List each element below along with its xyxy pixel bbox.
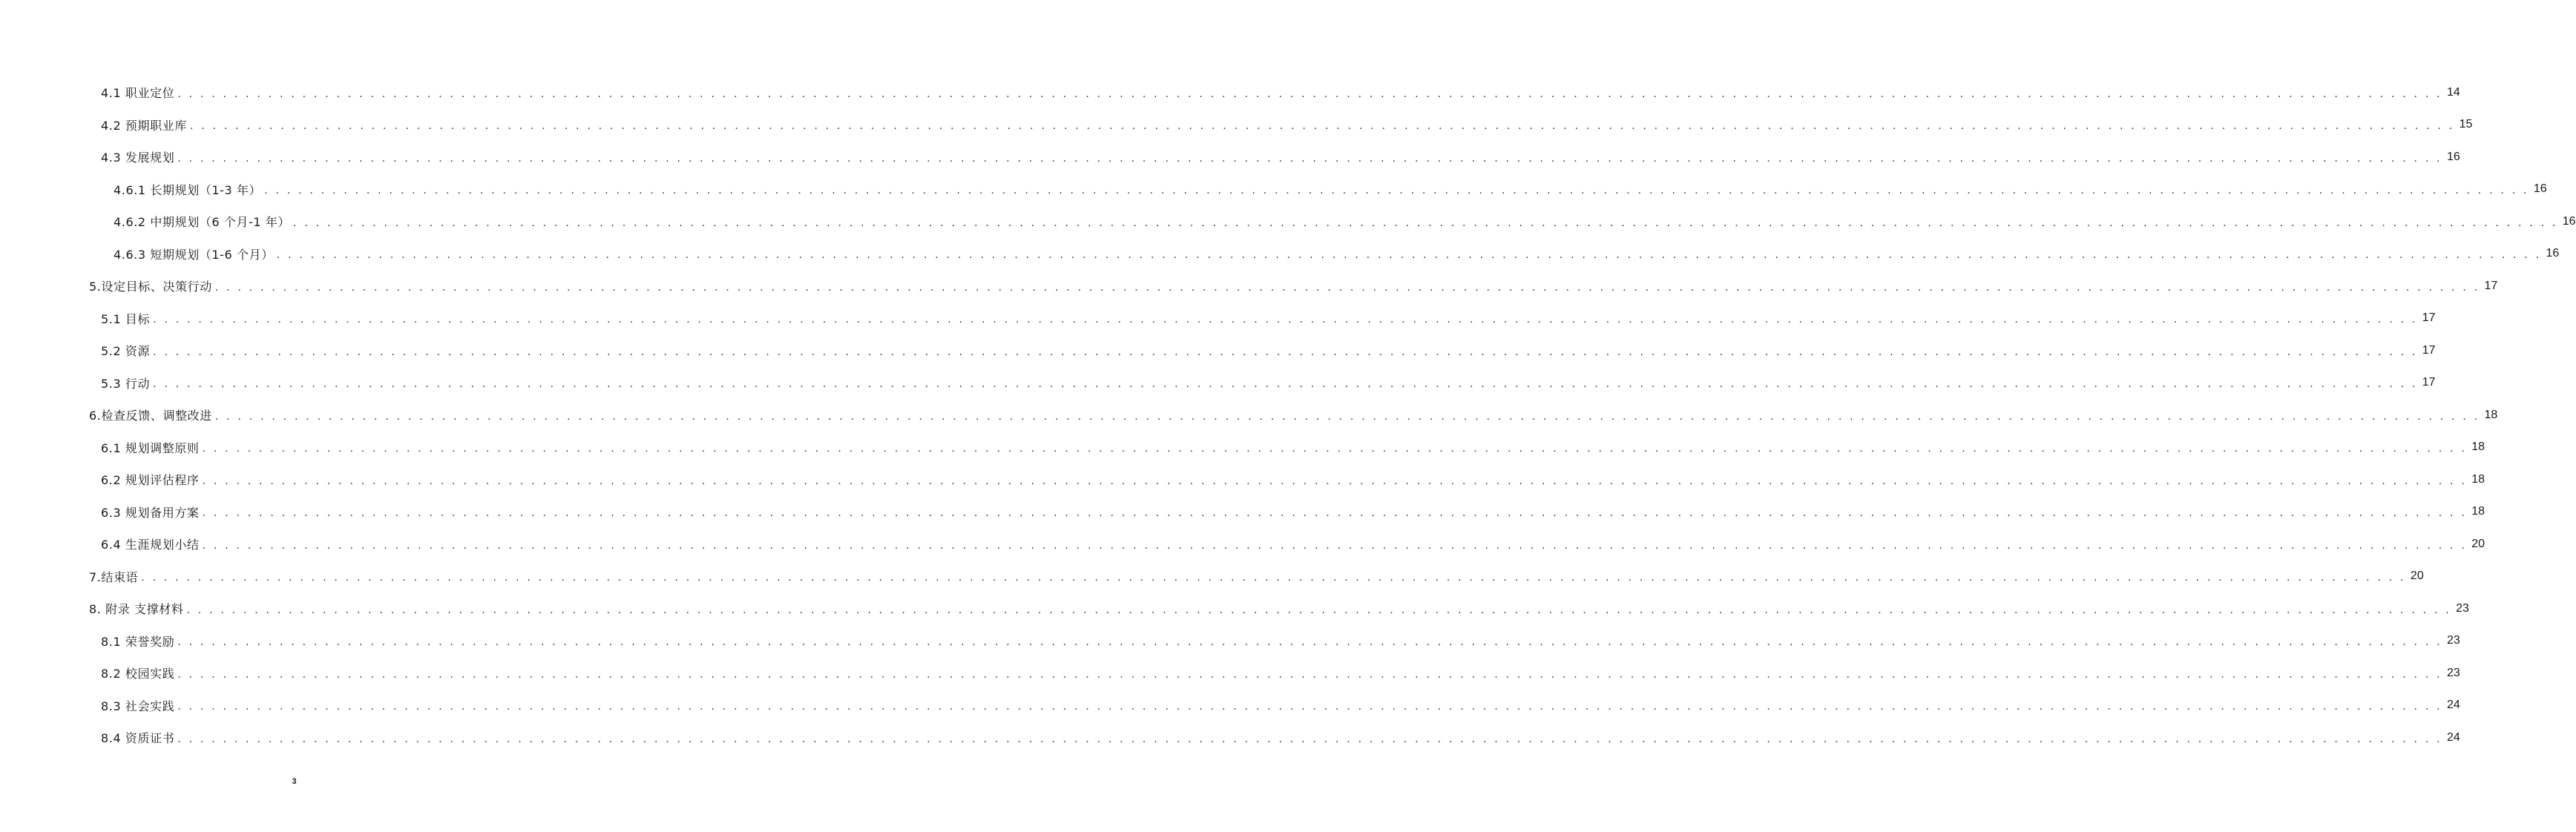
toc-entry-page-number: 18	[2484, 408, 2498, 421]
dot-leader: . . . . . . . . . . . . . . . . . . . . . . . . . . . . . . . . . . . . . . . . . . . . . . . . . . . . . . . . . . . . . . . . . . . . . . . . . . . . . . . . . . . . . . . . . . . . . . . . . . . . . . . . . . . . . . . . . . . . . . . . . . . . . . . . . . . . . . . . . . . . . . . . . . . . . . . . . . . . . . . . . . . . . . . . . . . . . . . . . . . . . . . . . . . . . . . . . . . . . . . .	[264, 185, 2529, 197]
toc-entry-title: 5.1 目标	[101, 311, 151, 326]
toc-entry[interactable]	[0, 528, 2485, 561]
dot-leader: . . . . . . . . . . . . . . . . . . . . . . . . . . . . . . . . . . . . . . . . . . . . . . . . . . . . . . . . . . . . . . . . . . . . . . . . . . . . . . . . . . . . . . . . . . . . . . . . . . . . . . . . . . . . . . . . . . . . . . . . . . . . . . . . . . . . . . . . . . . . . . . . . . . . . . . . . . . . . . . . . . . . . . . . . . . . . . . . . . . . . . . . . . . . . . . . . . . . . . . .	[189, 120, 2455, 133]
toc-entry-page-number: 18	[2471, 472, 2485, 486]
toc-entry-title: 5.设定目标、决策行动	[89, 280, 212, 294]
dot-leader: . . . . . . . . . . . . . . . . . . . . . . . . . . . . . . . . . . . . . . . . . . . . . . . . . . . . . . . . . . . . . . . . . . . . . . . . . . . . . . . . . . . . . . . . . . . . . . . . . . . . . . . . . . . . . . . . . . . . . . . . . . . . . . . . . . . . . . . . . . . . . . . . . . . . . . . . . . . . . . . . . . . . . . . . . . . . . . . . . . . . . . . . . . . . . . . . . . . . . . . .	[177, 733, 2442, 745]
dot-leader: . . . . . . . . . . . . . . . . . . . . . . . . . . . . . . . . . . . . . . . . . . . . . . . . . . . . . . . . . . . . . . . . . . . . . . . . . . . . . . . . . . . . . . . . . . . . . . . . . . . . . . . . . . . . . . . . . . . . . . . . . . . . . . . . . . . . . . . . . . . . . . . . . . . . . . . . . . . . . . . . . . . . . . . . . . . . . . . . . . . . . . . . . . . . . . . . . . . . . . . .	[153, 314, 2418, 326]
toc-entry-title: 4.6.3 短期规划（1-6 个月）	[114, 247, 274, 262]
toc-entry-page-number: 20	[2471, 537, 2485, 550]
toc-entry-page-number: 18	[2471, 440, 2485, 454]
dot-leader: . . . . . . . . . . . . . . . . . . . . . . . . . . . . . . . . . . . . . . . . . . . . . . . . . . . . . . . . . . . . . . . . . . . . . . . . . . . . . . . . . . . . . . . . . . . . . . . . . . . . . . . . . . . . . . . . . . . . . . . . . . . . . . . . . . . . . . . . . . . . . . . . . . . . . . . . . . . . . . . . . . . . . . . . . . . . . . . . . . . . . . . . . . . . . . . . . . . . . . . .	[202, 507, 2467, 520]
toc-entry-page-number: 17	[2422, 311, 2436, 325]
toc-entry-title: 8. 附录 支撑材料	[89, 602, 184, 617]
toc-entry[interactable]	[0, 722, 2460, 754]
dot-leader: . . . . . . . . . . . . . . . . . . . . . . . . . . . . . . . . . . . . . . . . . . . . . . . . . . . . . . . . . . . . . . . . . . . . . . . . . . . . . . . . . . . . . . . . . . . . . . . . . . . . . . . . . . . . . . . . . . . . . . . . . . . . . . . . . . . . . . . . . . . . . . . . . . . . . . . . . . . . . . . . . . . . . . . . . . . . . . . . . . . . . . . . . . . . . . . . . . . . . . . .	[153, 378, 2418, 391]
toc-entry[interactable]	[0, 399, 2498, 432]
dot-leader: . . . . . . . . . . . . . . . . . . . . . . . . . . . . . . . . . . . . . . . . . . . . . . . . . . . . . . . . . . . . . . . . . . . . . . . . . . . . . . . . . . . . . . . . . . . . . . . . . . . . . . . . . . . . . . . . . . . . . . . . . . . . . . . . . . . . . . . . . . . . . . . . . . . . . . . . . . . . . . . . . . . . . . . . . . . . . . . . . . . . . . . . . . . . . . . . . . . . . . . .	[293, 217, 2558, 229]
dot-leader: . . . . . . . . . . . . . . . . . . . . . . . . . . . . . . . . . . . . . . . . . . . . . . . . . . . . . . . . . . . . . . . . . . . . . . . . . . . . . . . . . . . . . . . . . . . . . . . . . . . . . . . . . . . . . . . . . . . . . . . . . . . . . . . . . . . . . . . . . . . . . . . . . . . . . . . . . . . . . . . . . . . . . . . . . . . . . . . . . . . . . . . . . . . . . . . . . . . . . . . .	[202, 539, 2467, 552]
toc-entry-title: 4.6.1 长期规划（1-3 年）	[114, 182, 262, 197]
toc-entry-title: 8.4 资质证书	[101, 731, 175, 746]
toc-entry-page-number: 20	[2410, 569, 2424, 583]
dot-leader: . . . . . . . . . . . . . . . . . . . . . . . . . . . . . . . . . . . . . . . . . . . . . . . . . . . . . . . . . . . . . . . . . . . . . . . . . . . . . . . . . . . . . . . . . . . . . . . . . . . . . . . . . . . . . . . . . . . . . . . . . . . . . . . . . . . . . . . . . . . . . . . . . . . . . . . . . . . . . . . . . . . . . . . . . . . . . . . . . . . . . . . . . . . . . . . . . . . . . . . .	[177, 152, 2442, 165]
dot-leader: . . . . . . . . . . . . . . . . . . . . . . . . . . . . . . . . . . . . . . . . . . . . . . . . . . . . . . . . . . . . . . . . . . . . . . . . . . . . . . . . . . . . . . . . . . . . . . . . . . . . . . . . . . . . . . . . . . . . . . . . . . . . . . . . . . . . . . . . . . . . . . . . . . . . . . . . . . . . . . . . . . . . . . . . . . . . . . . . . . . . . . . . . . . . . . . . . . . . . . . .	[186, 604, 2451, 616]
toc-entry-title: 6.检查反馈、调整改进	[89, 409, 212, 423]
toc-entry-title: 5.2 资源	[101, 344, 151, 359]
toc-entry[interactable]	[0, 141, 2460, 174]
dot-leader: . . . . . . . . . . . . . . . . . . . . . . . . . . . . . . . . . . . . . . . . . . . . . . . . . . . . . . . . . . . . . . . . . . . . . . . . . . . . . . . . . . . . . . . . . . . . . . . . . . . . . . . . . . . . . . . . . . . . . . . . . . . . . . . . . . . . . . . . . . . . . . . . . . . . . . . . . . . . . . . . . . . . . . . . . . . . . . . . . . . . . . . . . . . . . . . . . . . . . . . .	[153, 346, 2418, 358]
toc-entry-title: 8.1 荣誉奖励	[101, 634, 175, 649]
toc-entry[interactable]	[0, 690, 2460, 722]
dot-leader: . . . . . . . . . . . . . . . . . . . . . . . . . . . . . . . . . . . . . . . . . . . . . . . . . . . . . . . . . . . . . . . . . . . . . . . . . . . . . . . . . . . . . . . . . . . . . . . . . . . . . . . . . . . . . . . . . . . . . . . . . . . . . . . . . . . . . . . . . . . . . . . . . . . . . . . . . . . . . . . . . . . . . . . . . . . . . . . . . . . . . . . . . . . . . . . . . . . . . . . .	[202, 443, 2467, 455]
toc-entry-page-number: 23	[2446, 666, 2460, 679]
toc-entry-title: 6.1 规划调整原则	[101, 440, 200, 455]
toc-entry-page-number: 17	[2484, 279, 2498, 292]
toc-entry[interactable]	[0, 432, 2485, 464]
toc-entry-page-number: 16	[2533, 182, 2547, 196]
toc-entry-page-number: 24	[2446, 730, 2460, 744]
toc-entry-page-number: 18	[2471, 505, 2485, 518]
toc-entry-title: 6.4 生涯规划小结	[101, 538, 200, 552]
dot-leader: . . . . . . . . . . . . . . . . . . . . . . . . . . . . . . . . . . . . . . . . . . . . . . . . . . . . . . . . . . . . . . . . . . . . . . . . . . . . . . . . . . . . . . . . . . . . . . . . . . . . . . . . . . . . . . . . . . . . . . . . . . . . . . . . . . . . . . . . . . . . . . . . . . . . . . . . . . . . . . . . . . . . . . . . . . . . . . . . . . . . . . . . . . . . . . . . . . . . . . . .	[177, 636, 2442, 649]
toc-entry-title: 4.3 发展规划	[101, 151, 175, 165]
toc-entry[interactable]	[0, 174, 2547, 206]
toc-entry-page-number: 16	[2562, 214, 2576, 228]
dot-leader: . . . . . . . . . . . . . . . . . . . . . . . . . . . . . . . . . . . . . . . . . . . . . . . . . . . . . . . . . . . . . . . . . . . . . . . . . . . . . . . . . . . . . . . . . . . . . . . . . . . . . . . . . . . . . . . . . . . . . . . . . . . . . . . . . . . . . . . . . . . . . . . . . . . . . . . . . . . . . . . . . . . . . . . . . . . . . . . . . . . . . . . . . . . . . . . . . . . . . . . .	[177, 88, 2442, 100]
toc-entry-title: 7.结束语	[89, 569, 139, 584]
dot-leader: . . . . . . . . . . . . . . . . . . . . . . . . . . . . . . . . . . . . . . . . . . . . . . . . . . . . . . . . . . . . . . . . . . . . . . . . . . . . . . . . . . . . . . . . . . . . . . . . . . . . . . . . . . . . . . . . . . . . . . . . . . . . . . . . . . . . . . . . . . . . . . . . . . . . . . . . . . . . . . . . . . . . . . . . . . . . . . . . . . . . . . . . . . . . . . . . . . . . . . . .	[276, 249, 2542, 262]
toc-entry-page-number: 23	[2446, 634, 2460, 647]
toc-entry-title: 4.2 预期职业库	[101, 118, 187, 133]
toc-entry-page-number: 14	[2446, 85, 2460, 99]
toc-entry-title: 4.6.2 中期规划（6 个月-1 年）	[114, 215, 291, 230]
toc-entry-page-number: 17	[2422, 376, 2436, 389]
toc-entry[interactable]	[0, 238, 2560, 271]
toc-entry[interactable]	[0, 205, 2576, 238]
toc-entry[interactable]	[0, 561, 2424, 593]
toc-entry-page-number: 16	[2446, 150, 2460, 163]
toc-entry-page-number: 15	[2459, 118, 2473, 131]
toc-entry[interactable]	[0, 592, 2469, 625]
toc-entry[interactable]	[0, 463, 2485, 496]
dot-leader: . . . . . . . . . . . . . . . . . . . . . . . . . . . . . . . . . . . . . . . . . . . . . . . . . . . . . . . . . . . . . . . . . . . . . . . . . . . . . . . . . . . . . . . . . . . . . . . . . . . . . . . . . . . . . . . . . . . . . . . . . . . . . . . . . . . . . . . . . . . . . . . . . . . . . . . . . . . . . . . . . . . . . . . . . . . . . . . . . . . . . . . . . . . . . . . . . . . . . . . .	[202, 475, 2467, 487]
toc-entry-page-number: 24	[2446, 699, 2460, 712]
toc-entry-title: 4.1 职业定位	[101, 86, 175, 101]
toc-entry[interactable]	[0, 496, 2485, 529]
toc-entry[interactable]	[0, 303, 2436, 335]
toc-entry-page-number: 16	[2546, 247, 2560, 260]
dot-leader: . . . . . . . . . . . . . . . . . . . . . . . . . . . . . . . . . . . . . . . . . . . . . . . . . . . . . . . . . . . . . . . . . . . . . . . . . . . . . . . . . . . . . . . . . . . . . . . . . . . . . . . . . . . . . . . . . . . . . . . . . . . . . . . . . . . . . . . . . . . . . . . . . . . . . . . . . . . . . . . . . . . . . . . . . . . . . . . . . . . . . . . . . . . . . . . . . . . . . . . .	[214, 410, 2480, 423]
toc-entry[interactable]	[0, 367, 2436, 400]
toc-entry[interactable]	[0, 270, 2498, 303]
toc-entry-title: 6.2 规划评估程序	[101, 473, 200, 488]
toc-entry[interactable]	[0, 625, 2460, 658]
page-number: 3	[292, 777, 297, 786]
toc-entry[interactable]	[0, 657, 2460, 690]
dot-leader: . . . . . . . . . . . . . . . . . . . . . . . . . . . . . . . . . . . . . . . . . . . . . . . . . . . . . . . . . . . . . . . . . . . . . . . . . . . . . . . . . . . . . . . . . . . . . . . . . . . . . . . . . . . . . . . . . . . . . . . . . . . . . . . . . . . . . . . . . . . . . . . . . . . . . . . . . . . . . . . . . . . . . . . . . . . . . . . . . . . . . . . . . . . . . . . . . . . . . . . .	[177, 701, 2442, 713]
dot-leader: . . . . . . . . . . . . . . . . . . . . . . . . . . . . . . . . . . . . . . . . . . . . . . . . . . . . . . . . . . . . . . . . . . . . . . . . . . . . . . . . . . . . . . . . . . . . . . . . . . . . . . . . . . . . . . . . . . . . . . . . . . . . . . . . . . . . . . . . . . . . . . . . . . . . . . . . . . . . . . . . . . . . . . . . . . . . . . . . . . . . . . . . . . . . . . . . . . . . . . . .	[141, 572, 2406, 584]
toc-entry-title: 8.3 社会实践	[101, 699, 175, 713]
toc-entry-title: 6.3 规划备用方案	[101, 505, 200, 520]
dot-leader: . . . . . . . . . . . . . . . . . . . . . . . . . . . . . . . . . . . . . . . . . . . . . . . . . . . . . . . . . . . . . . . . . . . . . . . . . . . . . . . . . . . . . . . . . . . . . . . . . . . . . . . . . . . . . . . . . . . . . . . . . . . . . . . . . . . . . . . . . . . . . . . . . . . . . . . . . . . . . . . . . . . . . . . . . . . . . . . . . . . . . . . . . . . . . . . . . . . . . . . .	[214, 281, 2480, 294]
toc-entry[interactable]	[0, 109, 2473, 142]
table-of-contents	[0, 76, 2576, 754]
toc-entry-page-number: 23	[2456, 601, 2469, 615]
toc-entry-title: 8.2 校园实践	[101, 667, 175, 681]
toc-entry[interactable]	[0, 334, 2436, 367]
toc-entry[interactable]	[0, 76, 2460, 109]
toc-entry-page-number: 17	[2422, 343, 2436, 357]
toc-entry-title: 5.3 行动	[101, 376, 151, 391]
dot-leader: . . . . . . . . . . . . . . . . . . . . . . . . . . . . . . . . . . . . . . . . . . . . . . . . . . . . . . . . . . . . . . . . . . . . . . . . . . . . . . . . . . . . . . . . . . . . . . . . . . . . . . . . . . . . . . . . . . . . . . . . . . . . . . . . . . . . . . . . . . . . . . . . . . . . . . . . . . . . . . . . . . . . . . . . . . . . . . . . . . . . . . . . . . . . . . . . . . . . . . . .	[177, 668, 2442, 681]
